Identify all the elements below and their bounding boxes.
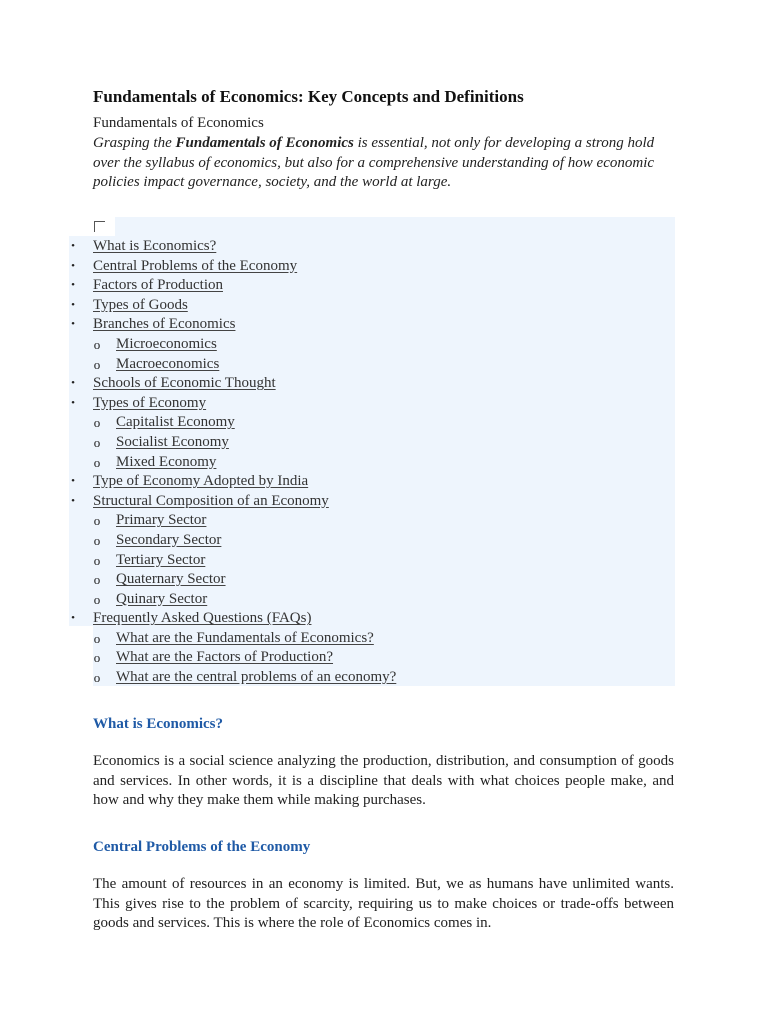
- toc-item: [71, 472, 675, 492]
- bullet-icon: •: [71, 240, 75, 252]
- sub-bullet-icon: o: [93, 513, 101, 529]
- toc-item: [93, 355, 675, 375]
- toc-item: [71, 257, 675, 277]
- toc-link[interactable]: What is Economics?: [93, 238, 217, 254]
- toc-item: [93, 648, 675, 668]
- section-body-what-is-economics: Economics is a social science analyzing the production, distribution, and consumption of goods and services. In other words, it is a discipline that deals with what choices people make, and how and why they make them while making purchases.: [93, 753, 674, 809]
- bullet-icon: •: [71, 377, 75, 390]
- sub-bullet-icon: o: [93, 591, 101, 607]
- sub-bullet-icon: o: [93, 434, 101, 450]
- toc-item: [93, 551, 675, 571]
- bullet-icon: •: [71, 279, 75, 292]
- toc-item: [93, 590, 675, 610]
- toc-link[interactable]: Factors of Production: [93, 277, 223, 294]
- toc-item: [71, 394, 675, 414]
- toc-item: [93, 413, 675, 433]
- sub-bullet-icon: o: [93, 572, 101, 588]
- toc-link[interactable]: Central Problems of the Economy: [93, 257, 298, 274]
- toc-link[interactable]: Primary Sector: [116, 512, 207, 529]
- toc-item: [93, 433, 675, 453]
- toc-item: [93, 511, 675, 531]
- sub-bullet-icon: o: [93, 670, 101, 686]
- sub-bullet-icon: o: [93, 336, 101, 352]
- toc-link[interactable]: Secondary Sector: [116, 531, 222, 548]
- toc-link[interactable]: Capitalist Economy: [116, 414, 235, 431]
- toc-link[interactable]: Quinary Sector: [116, 590, 208, 607]
- bullet-icon: •: [71, 612, 75, 625]
- bullet-icon: •: [71, 475, 75, 488]
- toc-item: [71, 315, 675, 335]
- toc-link[interactable]: What are the central problems of an economy?: [116, 669, 397, 686]
- section-heading-what-is-economics: What is Economics?: [93, 716, 224, 732]
- table-of-contents: [71, 237, 675, 688]
- toc-item: [93, 629, 675, 649]
- section-heading-central-problems: Central Problems of the Economy: [93, 839, 311, 855]
- toc-link[interactable]: Tertiary Sector: [116, 551, 206, 568]
- toc-link[interactable]: Structural Composition of an Economy: [93, 492, 329, 509]
- sub-bullet-icon: o: [93, 532, 101, 548]
- toc-link[interactable]: What are the Factors of Production?: [116, 649, 334, 666]
- toc-item: [71, 237, 675, 257]
- toc-item: [93, 668, 675, 688]
- intro-paragraph: [93, 134, 674, 193]
- toc-item: [71, 492, 675, 512]
- toc-item: [71, 609, 675, 629]
- toc-item: [71, 296, 675, 316]
- bullet-icon: •: [71, 494, 75, 507]
- toc-link[interactable]: Socialist Economy: [116, 433, 229, 450]
- toc-link[interactable]: Types of Economy: [93, 394, 207, 411]
- toc-link[interactable]: Microeconomics: [116, 335, 217, 352]
- toc-item: [71, 276, 675, 296]
- toc-link[interactable]: Type of Economy Adopted by India: [93, 473, 309, 490]
- sub-bullet-icon: o: [93, 630, 101, 646]
- toc-link[interactable]: Frequently Asked Questions (FAQs): [93, 610, 312, 627]
- intro-bold-term: Fundamentals of Economics: [175, 135, 354, 151]
- toc-link[interactable]: Quaternary Sector: [116, 571, 226, 588]
- bullet-icon: •: [71, 259, 75, 272]
- bullet-icon: •: [71, 318, 75, 331]
- toc-toggle-checkbox[interactable]: [94, 221, 105, 232]
- bullet-icon: •: [71, 396, 75, 409]
- toc-item: [93, 453, 675, 473]
- sub-bullet-icon: o: [93, 356, 101, 372]
- toc-link[interactable]: Branches of Economics: [93, 316, 236, 333]
- sub-bullet-icon: o: [93, 415, 101, 431]
- page-title: Fundamentals of Economics: Key Concepts and Definitions: [93, 87, 524, 106]
- intro-prefix: Grasping the: [93, 135, 176, 151]
- page-subtitle: Fundamentals of Economics: [93, 115, 264, 131]
- toc-link[interactable]: What are the Fundamentals of Economics?: [116, 629, 374, 646]
- toc-item: [93, 570, 675, 590]
- sub-bullet-icon: o: [93, 650, 101, 666]
- section-body-central-problems: The amount of resources in an economy is limited. But, we as humans have unlimited wants. This gives rise to the problem of scarcity, requiring us to make choices or trade-offs between goods and services. This is where the role of Economics comes in.: [93, 876, 674, 932]
- toc-link[interactable]: Types of Goods: [93, 296, 188, 313]
- toc-link[interactable]: Schools of Economic Thought: [93, 375, 276, 392]
- toc-link[interactable]: Mixed Economy: [116, 453, 217, 470]
- toc-link[interactable]: Macroeconomics: [116, 355, 220, 372]
- toc-item: [71, 374, 675, 394]
- intro-suffix: is essential, not only for developing a strong hold over the syllabus of economics, but also for a comprehensive understanding of how economic policies impact governance, society, and the world at large.: [93, 135, 655, 191]
- sub-bullet-icon: o: [93, 454, 101, 470]
- bullet-icon: •: [71, 298, 75, 311]
- sub-bullet-icon: o: [93, 552, 101, 568]
- toc-item: [93, 531, 675, 551]
- toc-item: [93, 335, 675, 355]
